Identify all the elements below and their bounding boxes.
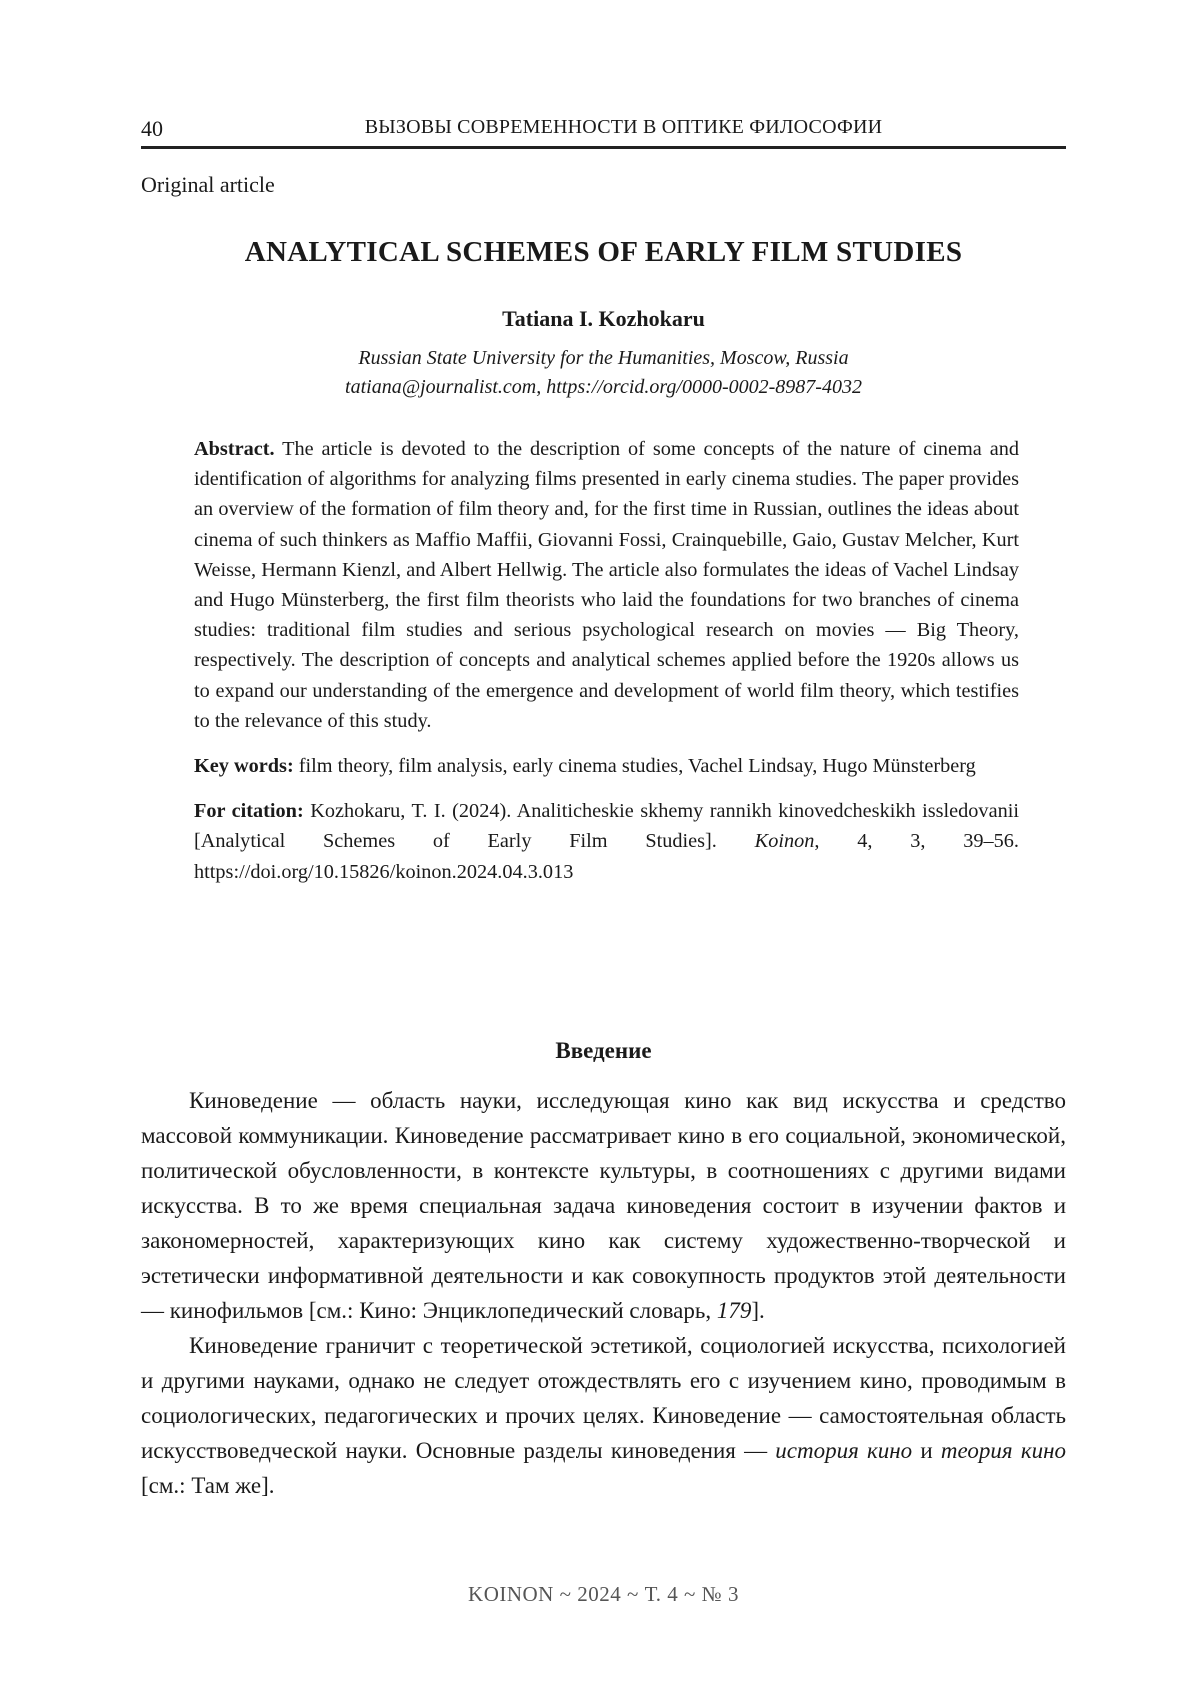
abstract-text: The article is devoted to the description of some concepts of the nature of cinema and identification of algorithms for analyzing films presented in early cinema studies. The paper provides an overview of the formation of film theory and, for the first time in Russian, outlines the ideas about cinema of such thinkers as Maffio Maffii, Giovanni Fossi, Crainquebille, Gaio, Gustav Melcher, Kurt Weisse, Hermann Kienzl, and Albert Hellwig. The article also formulates the ideas of Vachel Lindsay and Hugo Münsterberg, the first film theorists who laid the foundations for two branches of cinema studies: traditional film studies and serious psychological research on movies — Big Theory, respectively. The description of concepts and analytical schemes applied before the 1920s allows us to expand our understanding of the emergence and development of world film theory, which testifies to the relevance of this study. [194, 438, 1019, 732]
conjunction: и [912, 1438, 941, 1463]
page-number: 40 [141, 116, 163, 142]
article-type: Original article [141, 172, 275, 198]
citation [194, 796, 1019, 887]
section-heading: Введение [141, 1038, 1066, 1064]
citation-text: Kozhokaru, T. I. (2024). Analiticheskie skhemy rannikh kinovedcheskikh issledovanii [Analytical Schemes of Early Film Studies]. [194, 800, 1019, 852]
author-affiliation [141, 344, 1066, 402]
section-body [141, 1083, 1066, 1503]
keywords-label: Key words: [194, 755, 294, 777]
running-header [141, 112, 1066, 149]
author-name: Tatiana I. Kozhokaru [141, 306, 1066, 332]
author-contact[interactable]: tatiana@journalist.com, https://orcid.org/0000-0002-8987-4032 [141, 373, 1066, 402]
keywords-text: film theory, film analysis, early cinema studies, Vachel Lindsay, Hugo Münsterberg [299, 755, 976, 777]
paragraph-text-end: ]. [751, 1298, 764, 1323]
paragraph [141, 1328, 1066, 1503]
page-footer: KOINON ~ 2024 ~ Т. 4 ~ № 3 [141, 1582, 1066, 1607]
term: история кино [775, 1438, 912, 1463]
keywords [194, 751, 1019, 781]
citation-journal: Koinon [755, 830, 815, 852]
abstract-block [194, 434, 1019, 902]
paragraph [141, 1083, 1066, 1328]
paragraph-text: Киноведение — область науки, исследующая кино как вид искусства и средство массовой коммуникации. Киноведение рассматривает кино в его социальной, экономической, политической обусловленности, в контексте культуры, в соотношениях с другими видами искусства. В то же время специальная задача киноведения состоит в изучении фактов и закономерностей, характеризующих кино как систему художественно-творческой и эстетически информативной деятельности и как совокупность продуктов этой деятельности — кинофильмов [см.: Кино: Энциклопедический словарь, [141, 1088, 1066, 1323]
term: теория кино [941, 1438, 1066, 1463]
citation-label: For citation: [194, 800, 304, 822]
article-title: ANALYTICAL SCHEMES OF EARLY FILM STUDIES [141, 236, 1066, 269]
running-title: ВЫЗОВЫ СОВРЕМЕННОСТИ В ОПТИКЕ ФИЛОСОФИИ [141, 116, 1066, 139]
abstract [194, 434, 1019, 736]
paragraph-text-end: [см.: Там же]. [141, 1473, 275, 1498]
citation-page: 179 [717, 1298, 752, 1323]
citation-text-end[interactable]: , 4, 3, 39–56. https://doi.org/10.15826/koinon.2024.04.3.013 [194, 830, 1019, 882]
affiliation: Russian State University for the Humanities, Moscow, Russia [141, 344, 1066, 373]
abstract-label: Abstract. [194, 438, 275, 460]
paragraph-text: Киноведение граничит с теоретической эстетикой, социологией искусства, психологией и другими науками, однако не следует отождествлять его с изучением кино, проводимым в социологических, педагогических и прочих целях. Киноведение — самостоятельная область искусствоведческой науки. Основные разделы киноведения — [141, 1333, 1066, 1463]
